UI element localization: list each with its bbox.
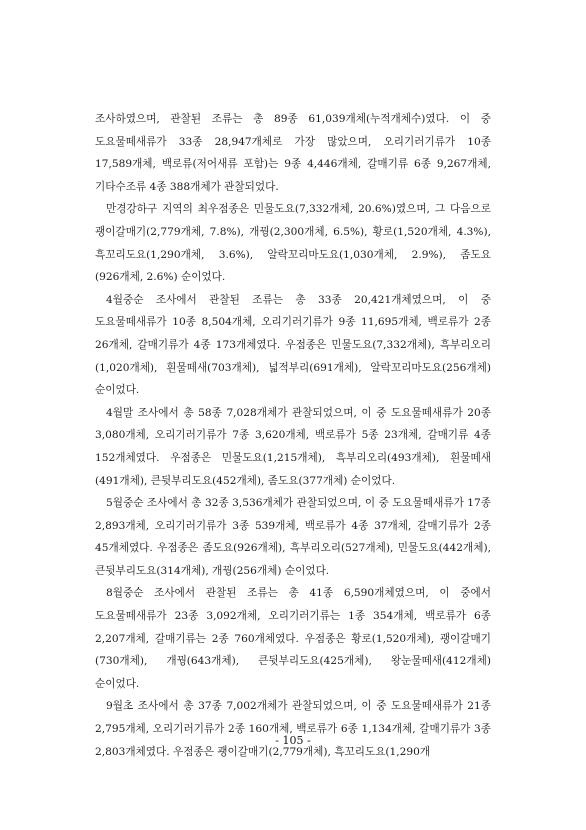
paragraph-1: 조사하였으며, 관찰된 조류는 총 89종 61,039개체(누적개체수)였다. 이 중 도요물떼새류가 33종 28,947개체로 가장 많았으며, 오리기러기류가 10종 17,589개체, 백로류(저어새류 포함)는 9종 4,446개체, 갈매기류 6종 9,267개체, 기타수조류 4종 388개체가 관찰되었다.	[95, 113, 491, 193]
paragraph-4: 4월말 조사에서 총 58종 7,028개체가 관찰되었으며, 이 중 도요물떼새류가 20종 3,080개체, 오리기러기류가 7종 3,620개체, 백로류가 5종 23개체, 갈매기류 4종 152개체였다. 우점종은 민물도요(1,215개체), 흑부리오리(493개체), 흰물떼새(491개체), 큰뒷부리도요(452개체), 좀도요(377개체) 순이었다.	[95, 406, 491, 487]
paragraph-6: 8월중순 조사에서 관찰된 조류는 총 41종 6,590개체였으며, 이 중에서 도요물떼새류가 23종 3,092개체, 오리기러기류는 1종 354개체, 백로류가 6종 2,207개체, 갈매기류는 2종 760개체였다. 우점종은 황로(1,520개체), 괭이갈매기(730개체), 개꿩(643개체), 큰뒷부리도요(425개체), 왕눈물떼새(412개체) 순이었다.	[95, 587, 491, 690]
paragraph-3: 4월중순 조사에서 관찰된 조류는 총 33종 20,421개체였으며, 이 중 도요물떼새류가 10종 8,504개체, 오리기러기류가 9종 11,695개체, 백로류가 2종 26개체, 갈매기류가 4종 173개체였다. 우점종은 민물도요(7,332개체), 흑부리오리(1,020개체), 흰물떼새(703개체), 넓적부리(691개체), 알락꼬리마도요(256개체) 순이었다.	[95, 293, 491, 397]
body-text	[95, 108, 491, 763]
paragraph-2: 만경강하구 지역의 최우점종은 민물도요(7,332개체, 20.6%)였으며, 그 다음으로 괭이갈매기(2,779개체, 7.8%), 개꿩(2,300개체, 6.5%), 황로(1,520개체, 4.3%), 흑꼬리도요(1,290개체, 3.6%), 알락꼬리마도요(1,030개체, 2.9%), 좀도요(926개체, 2.6%) 순이었다.	[95, 203, 491, 284]
paragraph-5: 5월중순 조사에서 총 32종 3,536개체가 관찰되었으며, 이 중 도요물떼새류가 17종 2,893개체, 오리기러기류가 3종 539개체, 백로류가 4종 37개체, 갈매기류가 2종 45개체였다. 우점종은 좀도요(926개체), 흑부리오리(527개체), 민물도요(442개체), 큰뒷부리도요(314개체), 개꿩(256개체) 순이었다.	[95, 497, 491, 577]
page-number: - 105 -	[275, 734, 311, 747]
paragraph-7: 9월초 조사에서 총 37종 7,002개체가 관찰되었으며, 이 중 도요물떼새류가 21종 2,795개체, 오리기러기류가 2종 160개체, 백로류가 6종 1,134개체, 갈매기류가 3종 2,803개체였다. 우점종은 괭이갈매기(2,779개체), 흑꼬리도요(1,290개	[95, 700, 491, 758]
